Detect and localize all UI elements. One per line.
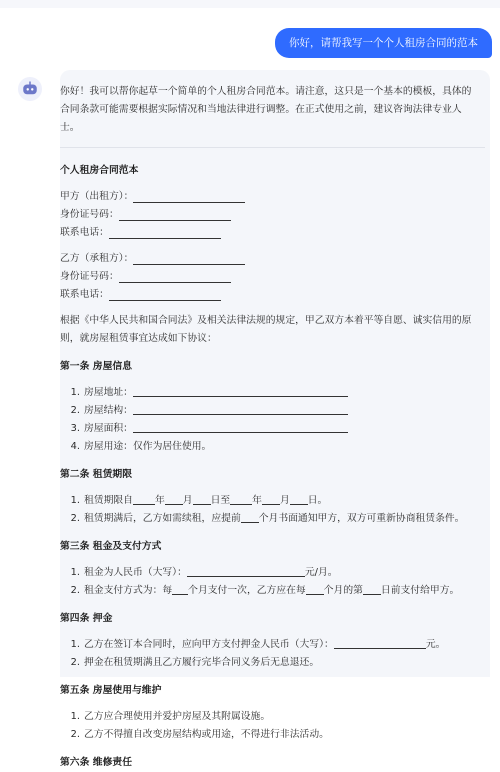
party-a-name-label: 甲方（出租方）： — [60, 191, 134, 202]
party-b-id-field — [60, 268, 490, 286]
party-a-name-field — [60, 188, 490, 206]
list-item: 2. 租金支付方式为：每 个月支付一次，乙方应在每 个月的第 日前支付给甲方。 — [60, 582, 490, 600]
list-item: 2. 押金在租赁期满且乙方履行完毕合同义务后无息退还。 — [70, 657, 320, 668]
blank-line — [133, 190, 245, 203]
section-title: 第一条 房屋信息 — [60, 361, 132, 372]
section-list — [60, 636, 490, 672]
section-list — [60, 492, 490, 528]
list-item: 2. 租赁期满后，乙方如需续租，应提前 个月书面通知甲方，双方可重新协商租赁条件。 — [60, 510, 490, 528]
party-a-id-field — [60, 206, 490, 224]
list-item: 1. 租赁期限自 年 月 日至 年 月 日。 — [60, 492, 490, 510]
section-title: 第四条 押金 — [60, 613, 113, 624]
party-b-name-field — [60, 250, 490, 268]
list-item: 1. 租金为人民币（大写）： 元/月。 — [60, 564, 490, 582]
section-title: 第二条 租赁期限 — [60, 469, 132, 480]
divider — [60, 147, 485, 148]
party-a-id-label: 身份证号码： — [60, 209, 119, 220]
contract-title: 个人租房合同范本 — [60, 165, 139, 176]
blank-line — [109, 288, 221, 301]
blank-line — [119, 270, 231, 283]
section-list — [60, 384, 490, 456]
section-title: 第三条 租金及支付方式 — [60, 541, 162, 552]
party-a-phone-field — [60, 224, 490, 242]
assistant-answer — [60, 70, 490, 768]
section-title: 第六条 维修责任 — [60, 757, 132, 768]
answer-intro: 你好！我可以帮你起草一个简单的个人租房合同范本。请注意，这只是一个基本的模板，具体的合同条款可能需要根据实际情况和当地法律进行调整。在正式使用之前，建议咨询法律专业人士。 — [60, 86, 472, 133]
contract-preamble: 根据《中华人民共和国合同法》及相关法律法规的规定，甲乙双方本着平等自愿、诚实信用的原则，就房屋租赁事宜达成如下协议： — [60, 315, 472, 344]
list-item: 2. 房屋结构： — [60, 402, 490, 420]
list-item: 1. 房屋地址： — [60, 384, 490, 402]
party-b-id-label: 身份证号码： — [60, 271, 119, 282]
blank-line — [109, 226, 221, 239]
party-b-name-label: 乙方（承租方）： — [60, 253, 134, 264]
list-item: 1. 乙方在签订本合同时，应向甲方支付押金人民币（大写）： 元。 — [60, 636, 490, 654]
party-a-phone-label: 联系电话： — [60, 227, 109, 238]
list-item: 4. 房屋用途：仅作为居住使用。 — [70, 441, 212, 452]
list-item: 1. 乙方应合理使用并爱护房屋及其附属设施。 — [70, 711, 271, 722]
user-message-bubble: 你好，请帮我写一个个人租房合同的范本 — [275, 28, 492, 58]
bot-avatar — [18, 77, 42, 101]
section-list — [60, 708, 490, 744]
party-b-phone-label: 联系电话： — [60, 289, 109, 300]
section-list — [60, 564, 490, 600]
top-bar — [0, 0, 500, 8]
party-b-phone-field — [60, 286, 490, 304]
blank-line — [133, 252, 245, 265]
list-item: 2. 乙方不得擅自改变房屋结构或用途，不得进行非法活动。 — [70, 729, 329, 740]
robot-icon — [21, 80, 39, 98]
section-title: 第五条 房屋使用与维护 — [60, 685, 162, 696]
blank-line — [119, 208, 231, 221]
list-item: 3. 房屋面积： — [60, 420, 490, 438]
